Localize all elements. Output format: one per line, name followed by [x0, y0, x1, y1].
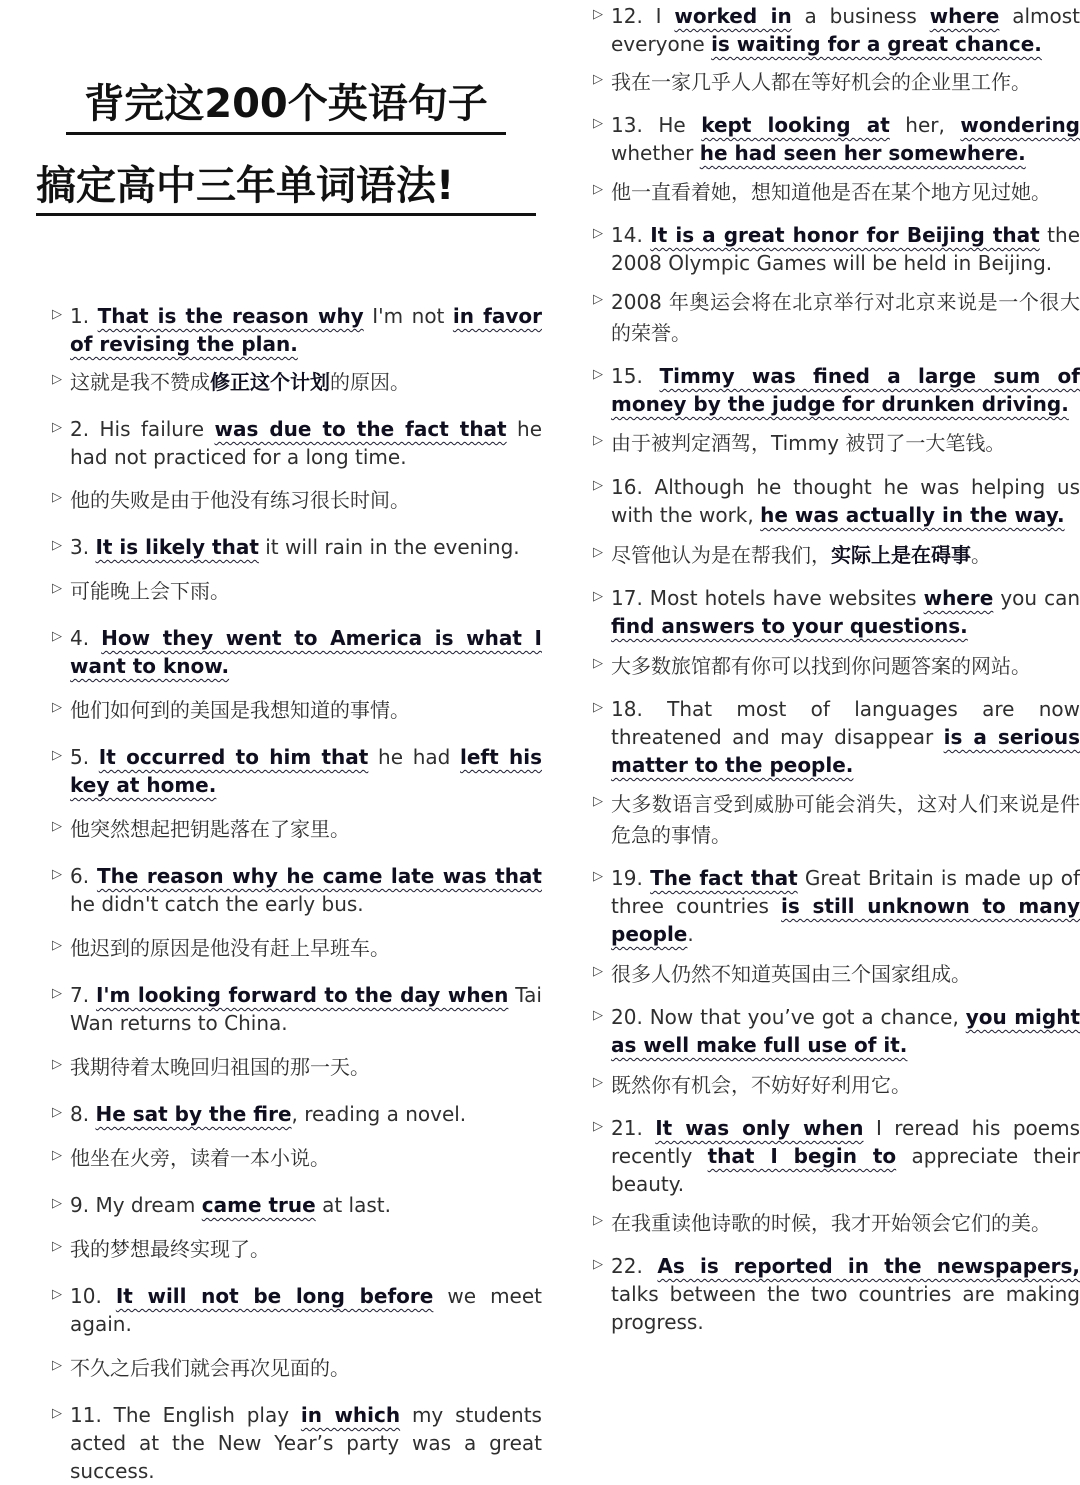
highlighted-phrase: 修正这个计划: [210, 370, 330, 394]
plain-text: 由于被判定酒驾，Timmy 被罚了一大笔钱。: [611, 431, 1006, 455]
plain-text: 7.: [70, 983, 96, 1007]
triangle-bullet-icon: ▷: [52, 867, 62, 882]
triangle-bullet-icon: ▷: [593, 656, 603, 671]
plain-text: my students acted at the New Year’s party was a great success.: [70, 1403, 542, 1483]
triangle-bullet-icon: ▷: [593, 367, 603, 382]
english-sentence: [52, 302, 542, 358]
plain-text: a business: [791, 4, 930, 28]
sentence-text: [611, 584, 1080, 640]
translation-text: [70, 814, 542, 845]
plain-text: almost everyone: [611, 4, 1080, 56]
translation-text: [70, 695, 542, 726]
plain-text: 17. Most hotels have websites: [611, 586, 924, 610]
translation-text: [611, 959, 1080, 990]
sentence-text: [611, 111, 1080, 167]
triangle-bullet-icon: ▷: [593, 7, 603, 22]
plain-text: 我期待着太晚回归祖国的那一天。: [70, 1055, 370, 1079]
chinese-translation: [593, 1208, 1080, 1239]
highlighted-phrase: As is reported in the newspapers,: [657, 1254, 1080, 1278]
plain-text: her,: [889, 113, 961, 137]
triangle-bullet-icon: ▷: [52, 819, 62, 834]
plain-text: 11. The English play: [70, 1403, 301, 1427]
english-sentence: [593, 584, 1080, 640]
triangle-bullet-icon: ▷: [593, 116, 603, 131]
title-underline-2: [36, 213, 536, 216]
sentence-text: [611, 1003, 1080, 1059]
sentence-text: [70, 533, 542, 561]
chinese-translation: [52, 576, 542, 607]
english-sentence: [593, 362, 1080, 418]
triangle-bullet-icon: ▷: [593, 1008, 603, 1023]
highlighted-phrase: It occurred to him that: [98, 745, 369, 769]
sentence-text: [70, 981, 542, 1037]
triangle-bullet-icon: ▷: [52, 581, 62, 596]
plain-text: 他坐在火旁，读着一本小说。: [70, 1146, 330, 1170]
translation-text: [611, 540, 1080, 571]
plain-text: 8.: [70, 1102, 96, 1126]
plain-text: 14.: [611, 223, 651, 247]
sentence-text: [70, 743, 542, 799]
page-title-line-1: 背完这200个英语句子: [84, 81, 488, 127]
plain-text: 。: [971, 543, 991, 567]
plain-text: 4.: [70, 626, 102, 650]
plain-text: 9. My dream: [70, 1193, 202, 1217]
plain-text: .: [687, 922, 694, 946]
chinese-translation: [593, 287, 1080, 349]
english-sentence: [593, 1114, 1080, 1198]
triangle-bullet-icon: ▷: [593, 869, 603, 884]
triangle-bullet-icon: ▷: [52, 1148, 62, 1163]
plain-text: 5.: [70, 745, 99, 769]
plain-text: 3.: [70, 535, 96, 559]
triangle-bullet-icon: ▷: [52, 1105, 62, 1120]
plain-text: the 2008 Olympic Games will be held in Beijing.: [611, 223, 1080, 275]
plain-text: 既然你有机会，不妨好好利用它。: [611, 1073, 911, 1097]
english-sentence: [593, 473, 1080, 529]
english-sentence: [52, 1100, 542, 1128]
english-sentence: [52, 743, 542, 799]
plain-text: 2. His failure: [70, 417, 215, 441]
page-title-line-2: 搞定高中三年单词语法!: [36, 163, 455, 209]
triangle-bullet-icon: ▷: [593, 1213, 603, 1228]
triangle-bullet-icon: ▷: [52, 1406, 62, 1421]
highlighted-phrase: It is likely that: [95, 535, 259, 559]
highlighted-phrase: left his key at home.: [70, 745, 542, 797]
triangle-bullet-icon: ▷: [593, 292, 603, 307]
sentence-text: [70, 624, 542, 680]
left-sentence-column: [52, 302, 542, 1485]
triangle-bullet-icon: ▷: [593, 478, 603, 493]
english-sentence: [52, 533, 542, 561]
plain-text: 我在一家几乎人人都在等好机会的企业里工作。: [611, 70, 1031, 94]
plain-text: 不久之后我们就会再次见面的。: [70, 1356, 350, 1380]
triangle-bullet-icon: ▷: [593, 72, 603, 87]
highlighted-phrase: is a serious matter to the people.: [611, 725, 1080, 777]
triangle-bullet-icon: ▷: [52, 490, 62, 505]
sentence-text: [611, 864, 1080, 948]
chinese-translation: [593, 428, 1080, 459]
translation-text: [611, 177, 1080, 208]
plain-text: 可能晚上会下雨。: [70, 579, 230, 603]
triangle-bullet-icon: ▷: [52, 538, 62, 553]
sentence-text: [70, 302, 542, 358]
translation-text: [70, 1353, 542, 1384]
triangle-bullet-icon: ▷: [52, 748, 62, 763]
triangle-bullet-icon: ▷: [593, 433, 603, 448]
english-sentence: [52, 981, 542, 1037]
plain-text: Great Britain is made up of three countries: [611, 866, 1080, 918]
plain-text: we meet again.: [70, 1284, 543, 1336]
sentence-text: [611, 362, 1080, 418]
highlighted-phrase: 实际上是在碍事: [831, 543, 971, 567]
sentence-text: [611, 1114, 1080, 1198]
english-sentence: [593, 864, 1080, 948]
plain-text: 很多人仍然不知道英国由三个国家组成。: [611, 962, 971, 986]
plain-text: 这就是我不赞成: [70, 370, 210, 394]
highlighted-phrase: It was only when: [655, 1116, 864, 1140]
english-sentence: [52, 1401, 542, 1485]
translation-text: [611, 1070, 1080, 1101]
triangle-bullet-icon: ▷: [52, 1239, 62, 1254]
english-sentence: [593, 2, 1080, 58]
plain-text: 1.: [70, 304, 98, 328]
english-sentence: [52, 415, 542, 471]
highlighted-phrase: he had seen her somewhere.: [699, 141, 1026, 165]
triangle-bullet-icon: ▷: [52, 420, 62, 435]
highlighted-phrase: is waiting for a great chance.: [711, 32, 1042, 56]
highlighted-phrase: where: [923, 586, 994, 610]
triangle-bullet-icon: ▷: [52, 372, 62, 387]
triangle-bullet-icon: ▷: [52, 1057, 62, 1072]
plain-text: 大多数语言受到威胁可能会消失，这对人们来说是件危急的事情。: [611, 792, 1080, 847]
plain-text: 他一直看着她，想知道他是否在某个地方见过她。: [611, 180, 1051, 204]
chinese-translation: [52, 814, 542, 845]
highlighted-phrase: is still unknown to many people: [611, 894, 1080, 946]
plain-text: 他的失败是由于他没有练习很长时间。: [70, 488, 410, 512]
plain-text: 12. I: [611, 4, 675, 28]
triangle-bullet-icon: ▷: [52, 1358, 62, 1373]
plain-text: 13. He: [611, 113, 702, 137]
english-sentence: [593, 221, 1080, 277]
highlighted-phrase: wondering: [960, 113, 1080, 137]
triangle-bullet-icon: ▷: [52, 938, 62, 953]
plain-text: it will rain in the evening.: [258, 535, 520, 559]
chinese-translation: [593, 67, 1080, 98]
plain-text: 15.: [611, 364, 660, 388]
highlighted-phrase: The reason why he came late was that: [96, 864, 542, 888]
english-sentence: [593, 1252, 1080, 1336]
triangle-bullet-icon: ▷: [593, 1075, 603, 1090]
plain-text: 6.: [70, 864, 97, 888]
plain-text: 大多数旅馆都有你可以找到你问题答案的网站。: [611, 654, 1031, 678]
english-sentence: [52, 624, 542, 680]
highlighted-phrase: Timmy was fined a large sum of money by the judge for drunken driving.: [611, 364, 1080, 416]
english-sentence: [52, 1191, 542, 1219]
chinese-translation: [593, 789, 1080, 851]
sentence-text: [70, 1100, 542, 1128]
triangle-bullet-icon: ▷: [52, 307, 62, 322]
translation-text: [70, 1234, 542, 1265]
plain-text: 的原因。: [330, 370, 410, 394]
highlighted-phrase: in which: [300, 1403, 401, 1427]
translation-text: [611, 428, 1080, 459]
plain-text: 21.: [611, 1116, 656, 1140]
triangle-bullet-icon: ▷: [593, 545, 603, 560]
plain-text: 18. That most of languages are now threatened and may disappear: [611, 697, 1080, 749]
english-sentence: [593, 111, 1080, 167]
triangle-bullet-icon: ▷: [593, 700, 603, 715]
highlighted-phrase: you might as well make full use of it.: [611, 1005, 1080, 1057]
plain-text: 他突然想起把钥匙落在了家里。: [70, 817, 350, 841]
triangle-bullet-icon: ▷: [593, 589, 603, 604]
english-sentence: [52, 1282, 542, 1338]
right-sentence-column: [593, 2, 1080, 1336]
triangle-bullet-icon: ▷: [52, 629, 62, 644]
plain-text: at last.: [315, 1193, 391, 1217]
plain-text: , reading a novel.: [291, 1102, 467, 1126]
chinese-translation: [593, 959, 1080, 990]
highlighted-phrase: worked in: [674, 4, 792, 28]
sentence-text: [611, 2, 1080, 58]
translation-text: [70, 1052, 542, 1083]
triangle-bullet-icon: ▷: [593, 182, 603, 197]
plain-text: talks between the two countries are making progress.: [611, 1282, 1080, 1334]
sentence-text: [70, 862, 542, 918]
plain-text: he had not practiced for a long time.: [70, 417, 543, 469]
highlighted-phrase: That is the reason why: [97, 304, 364, 328]
translation-text: [70, 1143, 542, 1174]
plain-text: 尽管他认为是在帮我们，: [611, 543, 831, 567]
triangle-bullet-icon: ▷: [593, 964, 603, 979]
highlighted-phrase: The fact that: [650, 866, 798, 890]
highlighted-phrase: kept looking at: [701, 113, 890, 137]
translation-text: [611, 287, 1080, 349]
plain-text: he had: [368, 745, 461, 769]
plain-text: 我的梦想最终实现了。: [70, 1237, 270, 1261]
chinese-translation: [52, 1143, 542, 1174]
chinese-translation: [52, 1052, 542, 1083]
plain-text: you can: [993, 586, 1080, 610]
plain-text: appreciate their beauty.: [611, 1144, 1080, 1196]
english-sentence: [593, 1003, 1080, 1059]
highlighted-phrase: was due to the fact that: [214, 417, 507, 441]
translation-text: [70, 576, 542, 607]
chinese-translation: [52, 1353, 542, 1384]
plain-text: 19.: [611, 866, 651, 890]
translation-text: [611, 1208, 1080, 1239]
plain-text: 2008 年奥运会将在北京举行对北京来说是一个很大的荣誉。: [611, 290, 1080, 345]
plain-text: whether: [611, 141, 700, 165]
translation-text: [611, 789, 1080, 851]
triangle-bullet-icon: ▷: [52, 700, 62, 715]
plain-text: he didn't catch the early bus.: [70, 892, 364, 916]
triangle-bullet-icon: ▷: [593, 1119, 603, 1134]
plain-text: I'm not: [363, 304, 453, 328]
title-underline-1: [66, 132, 506, 135]
highlighted-phrase: I'm looking forward to the day when: [95, 983, 509, 1007]
highlighted-phrase: How they went to America is what I want to know.: [70, 626, 542, 678]
highlighted-phrase: that I begin to: [707, 1144, 897, 1168]
sentence-text: [70, 1191, 542, 1219]
highlighted-phrase: find answers to your questions.: [611, 614, 968, 638]
chinese-translation: [593, 651, 1080, 682]
plain-text: I reread his poems recently: [611, 1116, 1080, 1168]
translation-text: [611, 67, 1080, 98]
highlighted-phrase: he was actually in the way.: [760, 503, 1065, 527]
plain-text: 他们如何到的美国是我想知道的事情。: [70, 698, 410, 722]
highlighted-phrase: It is a great honor for Beijing that: [650, 223, 1040, 247]
chinese-translation: [52, 1234, 542, 1265]
english-sentence: [593, 695, 1080, 779]
highlighted-phrase: in favor of revising the plan.: [70, 304, 542, 356]
chinese-translation: [593, 177, 1080, 208]
plain-text: 10.: [70, 1284, 116, 1308]
plain-text: 22.: [611, 1254, 658, 1278]
highlighted-phrase: He sat by the fire: [95, 1102, 292, 1126]
chinese-translation: [52, 933, 542, 964]
highlighted-phrase: It will not be long before: [115, 1284, 434, 1308]
english-sentence: [52, 862, 542, 918]
chinese-translation: [593, 1070, 1080, 1101]
plain-text: 在我重读他诗歌的时候，我才开始领会它们的美。: [611, 1211, 1051, 1235]
triangle-bullet-icon: ▷: [593, 1257, 603, 1272]
sentence-text: [611, 221, 1080, 277]
chinese-translation: [52, 367, 542, 398]
plain-text: 16. Although he thought he was helping us with the work,: [611, 475, 1080, 527]
translation-text: [70, 367, 542, 398]
sentence-text: [70, 1401, 542, 1485]
plain-text: Tai Wan returns to China.: [70, 983, 542, 1035]
triangle-bullet-icon: ▷: [593, 794, 603, 809]
plain-text: 20. Now that you’ve got a chance,: [611, 1005, 966, 1029]
translation-text: [70, 485, 542, 516]
chinese-translation: [52, 695, 542, 726]
triangle-bullet-icon: ▷: [52, 986, 62, 1001]
sentence-text: [611, 695, 1080, 779]
plain-text: 他迟到的原因是他没有赶上早班车。: [70, 936, 390, 960]
highlighted-phrase: where: [929, 4, 1000, 28]
sentence-text: [611, 473, 1080, 529]
sentence-text: [70, 1282, 542, 1338]
triangle-bullet-icon: ▷: [52, 1196, 62, 1211]
triangle-bullet-icon: ▷: [593, 226, 603, 241]
translation-text: [70, 933, 542, 964]
chinese-translation: [593, 540, 1080, 571]
sentence-text: [611, 1252, 1080, 1336]
chinese-translation: [52, 485, 542, 516]
triangle-bullet-icon: ▷: [52, 1287, 62, 1302]
highlighted-phrase: came true: [201, 1193, 316, 1217]
translation-text: [611, 651, 1080, 682]
sentence-text: [70, 415, 542, 471]
